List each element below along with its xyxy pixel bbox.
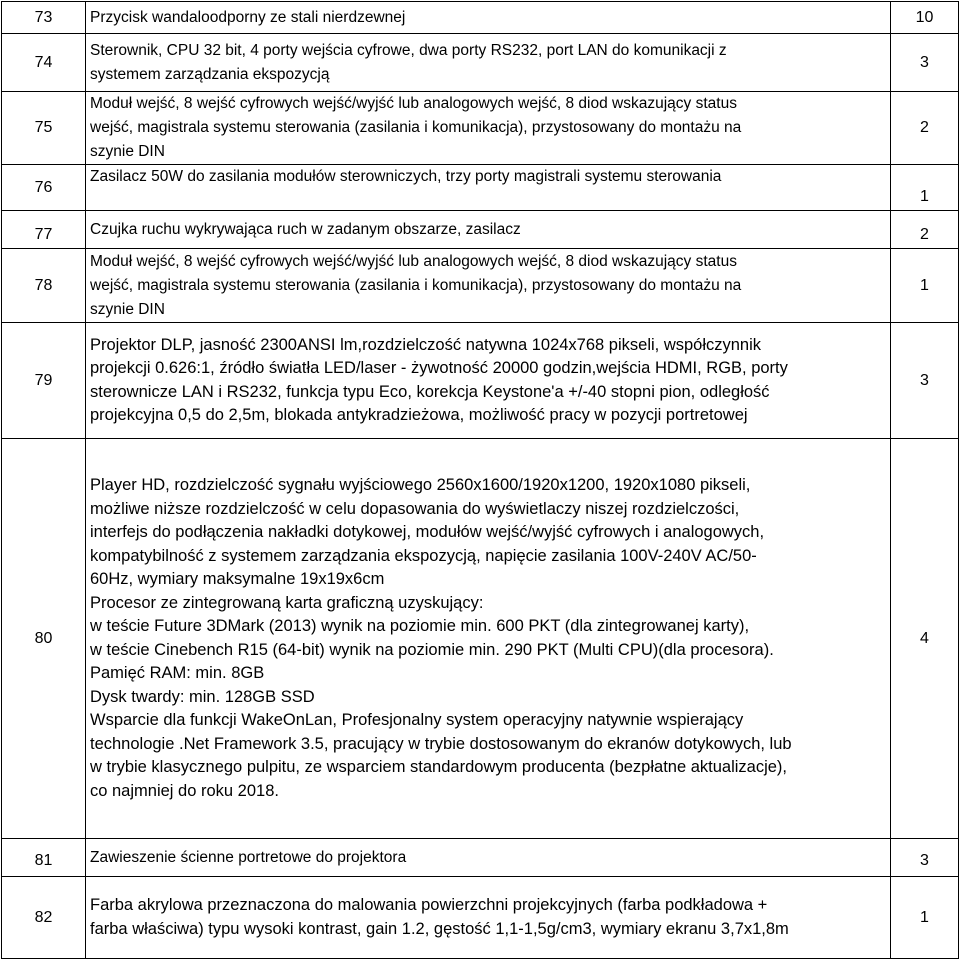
- table-row: [2, 211, 959, 249]
- description-line: Przycisk wandaloodporny ze stali nierdzewnej: [90, 8, 406, 26]
- description-line: Pamięć RAM: min. 8GB: [90, 664, 265, 682]
- item-quantity: [891, 211, 959, 249]
- description-line: Moduł wejść, 8 wejść cyfrowych wejść/wyjść lub analogowych wejść, 8 diod wskazujący status: [90, 252, 737, 270]
- item-quantity: [891, 839, 959, 877]
- description-line: farba właściwa) typu wysoki kontrast, gain 1.2, gęstość 1,1-1,5g/cm3, wymiary ekranu 3,7x1,8m: [90, 919, 789, 938]
- description-line: szynie DIN: [90, 300, 165, 318]
- item-number: [2, 249, 86, 323]
- description-line: Player HD, rozdzielczość sygnału wyjściowego 2560x1600/1920x1200, 1920x1080 pikseli,: [90, 476, 751, 494]
- item-quantity: [891, 34, 959, 92]
- item-quantity-text: 3: [920, 371, 929, 389]
- description-line: projekcji 0.626:1, źródło światła LED/laser - żywotność 20000 godzin,wejścia HDMI, RGB, porty: [90, 359, 788, 377]
- description-line: Farba akrylowa przeznaczona do malowania powierzchni projekcyjnych (farba podkładowa +: [90, 896, 768, 914]
- table-row: [2, 323, 959, 439]
- item-number-text: 77: [34, 225, 53, 243]
- item-quantity-text: 10: [915, 8, 934, 26]
- item-number-text: 80: [34, 629, 53, 647]
- table-row: [2, 249, 959, 323]
- item-description: [86, 839, 891, 877]
- item-quantity-text: 3: [920, 53, 929, 71]
- item-description: [86, 34, 891, 92]
- item-quantity: [891, 323, 959, 439]
- description-line: wejść, magistrala systemu sterowania (zasilania i komunikacja), przystosowany do montażu na: [90, 119, 742, 136]
- item-description: [86, 2, 891, 34]
- description-line: szynie DIN: [90, 143, 165, 160]
- item-number-text: 74: [34, 53, 53, 71]
- item-quantity-text: 2: [920, 225, 929, 243]
- description-line: co najmniej do roku 2018.: [90, 781, 279, 800]
- item-description: [86, 323, 891, 439]
- item-quantity: [891, 249, 959, 323]
- item-number-text: 78: [34, 276, 53, 294]
- description-line: Zawieszenie ścienne portretowe do projektora: [90, 848, 407, 866]
- item-number-text: 73: [34, 8, 53, 26]
- description-line: Dysk twardy: min. 128GB SSD: [90, 687, 315, 706]
- table-row: [2, 165, 959, 211]
- item-number: [2, 439, 86, 839]
- item-description: [86, 439, 891, 839]
- description-line: 60Hz, wymiary maksymalne 19x19x6cm: [90, 570, 385, 588]
- item-number: [2, 34, 86, 92]
- table-row: [2, 839, 959, 877]
- item-description: [86, 92, 891, 165]
- description-line: kompatybilność z systemem zarządzania ekspozycją, napięcie zasilania 100V-240V AC/50-: [90, 546, 757, 565]
- item-number: [2, 2, 86, 34]
- description-line: Sterownik, CPU 32 bit, 4 porty wejścia cyfrowe, dwa porty RS232, port LAN do komunikacji z: [90, 41, 727, 59]
- item-number-text: 82: [34, 908, 53, 926]
- description-line: systemem zarządzania ekspozycją: [90, 65, 330, 83]
- item-number: [2, 839, 86, 877]
- description-line: wejść, magistrala systemu sterowania (zasilania i komunikacja), przystosowany do montażu na: [90, 276, 742, 294]
- item-number-text: 81: [34, 851, 53, 869]
- table-row: [2, 2, 959, 34]
- description-line: Czujka ruchu wykrywająca ruch w zadanym obszarze, zasilacz: [90, 220, 521, 238]
- item-number: [2, 323, 86, 439]
- item-quantity-text: 2: [920, 119, 929, 136]
- item-number-text: 75: [34, 119, 53, 136]
- item-quantity-text: 1: [920, 187, 929, 205]
- description-line: możliwe niższe rozdzielczość w celu dopasowania do wyświetlaczy niszej rozdzielczości,: [90, 499, 740, 518]
- table-row: [2, 34, 959, 92]
- description-line: Projektor DLP, jasność 2300ANSI lm,rozdzielczość natywna 1024x768 pikseli, współczynnik: [90, 335, 762, 354]
- item-description: [86, 165, 891, 211]
- item-number: [2, 92, 86, 165]
- description-line: w teście Cinebench R15 (64-bit) wynik na poziomie min. 290 PKT (Multi CPU)(dla procesora).: [90, 640, 774, 659]
- item-number: [2, 211, 86, 249]
- description-line: Procesor ze zintegrowaną karta graficzną uzyskujący:: [90, 593, 484, 612]
- description-line: Moduł wejść, 8 wejść cyfrowych wejść/wyjść lub analogowych wejść, 8 diod wskazujący status: [90, 95, 737, 112]
- item-quantity: [891, 92, 959, 165]
- description-line: Wsparcie dla funkcji WakeOnLan, Profesjonalny system operacyjny natywnie wspierający: [90, 711, 744, 729]
- item-number-text: 79: [34, 371, 53, 389]
- description-line: interfejs do podłączenia nakładki dotykowej, modułów wejść/wyjść cyfrowych i analogowych,: [90, 523, 765, 541]
- item-number: [2, 165, 86, 211]
- item-description: [86, 877, 891, 959]
- table-row: [2, 877, 959, 959]
- description-line: sterownicze LAN i RS232, funkcja typu Eco, korekcja Keystone'a +/-40 stopni pion, odległość: [90, 382, 770, 401]
- item-number-text: 76: [34, 178, 53, 196]
- item-quantity-text: 1: [920, 276, 929, 294]
- description-line: projekcyjna 0,5 do 2,5m, blokada antykradzieżowa, możliwość pracy w pozycji portretowej: [90, 406, 748, 424]
- item-description: [86, 211, 891, 249]
- item-description: [86, 249, 891, 323]
- description-line: Zasilacz 50W do zasilania modułów sterowniczych, trzy porty magistrali systemu sterowania: [90, 168, 722, 185]
- item-quantity: [891, 165, 959, 211]
- description-line: w teście Future 3DMark (2013) wynik na poziomie min. 600 PKT (dla zintegrowanej karty),: [90, 617, 750, 635]
- item-quantity-text: 4: [920, 629, 929, 647]
- table-row: [2, 439, 959, 839]
- specification-table: [1, 1, 959, 959]
- item-quantity: [891, 2, 959, 34]
- table-row: [2, 92, 959, 165]
- description-line: technologie .Net Framework 3.5, pracujący w trybie dostosowanym do ekranów dotykowych, lub: [90, 734, 792, 753]
- description-line: w trybie klasycznego pulpitu, ze wsparciem standardowym producenta (bezpłatne aktualizacje),: [90, 758, 788, 776]
- item-number: [2, 877, 86, 959]
- item-quantity: [891, 877, 959, 959]
- item-quantity-text: 3: [920, 851, 929, 869]
- item-quantity: [891, 439, 959, 839]
- item-quantity-text: 1: [920, 908, 929, 926]
